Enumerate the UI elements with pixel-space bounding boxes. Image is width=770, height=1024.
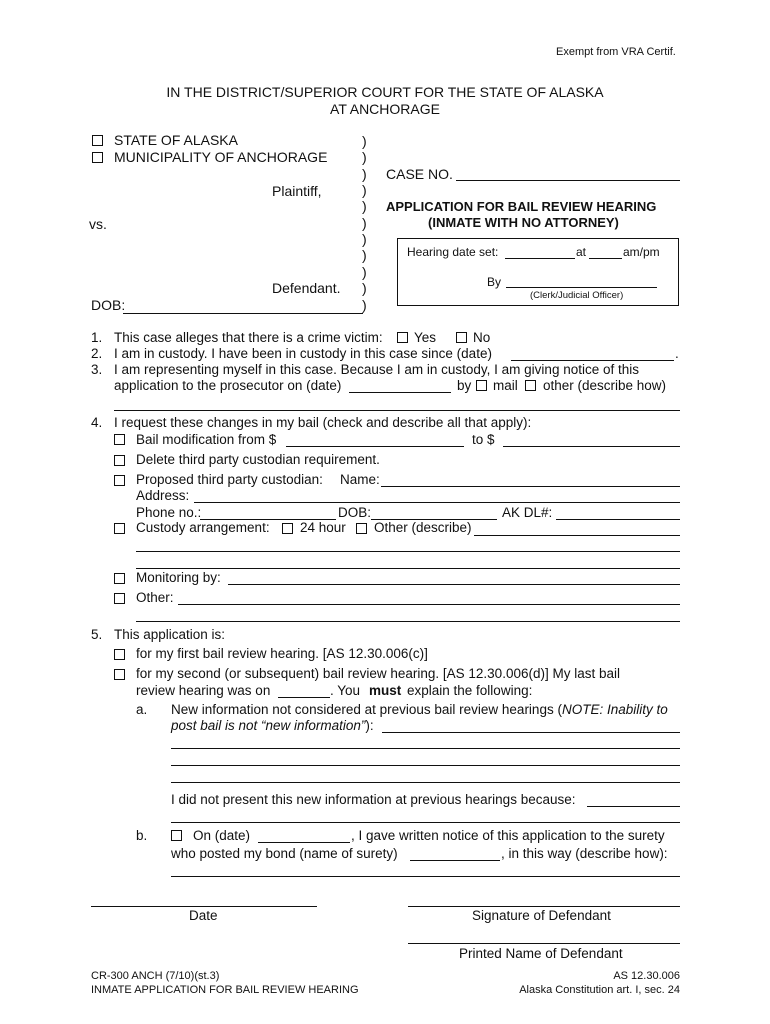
victim-yes-checkbox[interactable] bbox=[397, 332, 408, 343]
other-change-line-2[interactable] bbox=[136, 621, 680, 622]
surety-date-field[interactable] bbox=[258, 842, 350, 843]
paren: ) bbox=[362, 280, 367, 296]
hearing-time-field[interactable] bbox=[589, 258, 622, 259]
state-label: STATE OF ALASKA bbox=[114, 132, 238, 148]
dob-label: DOB: bbox=[91, 297, 126, 313]
new-info-field[interactable] bbox=[382, 732, 680, 733]
item-3-number: 3. bbox=[91, 362, 103, 377]
surety-how-field[interactable] bbox=[171, 876, 680, 877]
other-how-checkbox[interactable] bbox=[525, 380, 536, 391]
second-hearing-checkbox[interactable] bbox=[114, 669, 125, 680]
form-title: APPLICATION FOR BAIL REVIEW HEARING bbox=[386, 199, 657, 214]
custodian-phone-label: Phone no.: bbox=[136, 505, 202, 520]
item-a-text-main: New information not considered at previous bail review hearings ( bbox=[171, 702, 562, 717]
hearing-date-field[interactable] bbox=[505, 258, 575, 259]
exempt-note: Exempt from VRA Certif. bbox=[556, 46, 676, 58]
bail-mod-label: Bail modification from $ bbox=[136, 432, 277, 447]
notice-describe-field[interactable] bbox=[114, 410, 680, 411]
vs-label: vs. bbox=[89, 216, 107, 232]
item-b-letter: b. bbox=[136, 828, 148, 843]
custody-date-field[interactable] bbox=[511, 360, 674, 361]
clerk-signature-field[interactable] bbox=[506, 287, 657, 288]
hearing-ampm-label: am/pm bbox=[623, 245, 660, 259]
custodian-akdl-field[interactable] bbox=[556, 519, 680, 520]
hour24-checkbox[interactable] bbox=[282, 523, 293, 534]
item-5-text: This application is: bbox=[114, 627, 226, 642]
court-line-2: AT ANCHORAGE bbox=[330, 101, 440, 117]
item-1-number: 1. bbox=[91, 330, 103, 345]
item-a-close: ): bbox=[365, 718, 374, 733]
surety-on-label: On (date) bbox=[193, 828, 251, 843]
paren: ) bbox=[362, 166, 367, 182]
form-subtitle: (INMATE WITH NO ATTORNEY) bbox=[428, 215, 619, 230]
surety-notice-checkbox[interactable] bbox=[171, 830, 182, 841]
item-5-number: 5. bbox=[91, 627, 103, 642]
item-a-letter: a. bbox=[136, 702, 148, 717]
paren: ) bbox=[362, 231, 367, 247]
printed-name-label: Printed Name of Defendant bbox=[459, 946, 623, 961]
item-1-text: This case alleges that there is a crime victim: bbox=[114, 330, 383, 345]
custody-other-field[interactable] bbox=[474, 535, 680, 536]
bail-mod-checkbox[interactable] bbox=[114, 434, 125, 445]
state-checkbox[interactable] bbox=[92, 135, 103, 146]
court-line-1: IN THE DISTRICT/SUPERIOR COURT FOR THE STATE OF ALASKA bbox=[166, 84, 604, 100]
other-change-label: Other: bbox=[136, 590, 174, 605]
monitoring-field[interactable] bbox=[228, 584, 680, 585]
must-label: must bbox=[369, 683, 402, 698]
item-2-number: 2. bbox=[91, 346, 103, 361]
bail-from-field[interactable] bbox=[286, 446, 464, 447]
other-how-label: other (describe how) bbox=[543, 378, 667, 393]
form-footer-title: INMATE APPLICATION FOR BAIL REVIEW HEARING bbox=[91, 984, 359, 996]
plaintiff-label: Plaintiff, bbox=[272, 183, 322, 199]
municipality-checkbox[interactable] bbox=[92, 152, 103, 163]
first-hearing-checkbox[interactable] bbox=[114, 649, 125, 660]
mail-checkbox[interactable] bbox=[476, 380, 487, 391]
paren: ) bbox=[362, 264, 367, 280]
item-3-text-2: application to the prosecutor on (date) bbox=[114, 378, 342, 393]
paren: ) bbox=[362, 215, 367, 231]
paren: ) bbox=[362, 297, 367, 313]
victim-yes-label: Yes bbox=[414, 330, 437, 345]
notice-date-field[interactable] bbox=[349, 392, 451, 393]
signature-line[interactable] bbox=[408, 906, 680, 907]
paren: ) bbox=[362, 149, 367, 165]
custodian-address-label: Address: bbox=[136, 488, 190, 503]
paren: ) bbox=[362, 182, 367, 198]
custody-describe-line-3[interactable] bbox=[136, 568, 680, 569]
monitoring-checkbox[interactable] bbox=[114, 573, 125, 584]
hour24-label: 24 hour bbox=[300, 520, 346, 535]
item-a-note-1: NOTE: Inability to bbox=[561, 702, 668, 717]
new-info-line-3[interactable] bbox=[171, 765, 680, 766]
paren: ) bbox=[362, 198, 367, 214]
custodian-akdl-label: AK DL#: bbox=[502, 505, 553, 520]
by-label: by bbox=[457, 378, 472, 393]
custody-describe-line-2[interactable] bbox=[136, 551, 680, 552]
new-info-line-4[interactable] bbox=[171, 782, 680, 783]
item-3-text: I am representing myself in this case. Because I am in custody, I am giving notice of this bbox=[114, 362, 639, 377]
clerk-label: (Clerk/Judicial Officer) bbox=[530, 290, 624, 301]
surety-text-2: who posted my bond (name of surety) bbox=[171, 846, 398, 861]
surety-text-1: , I gave written notice of this application to the surety bbox=[351, 828, 665, 843]
form-number: CR-300 ANCH (7/10)(st.3) bbox=[91, 970, 220, 982]
defendant-label: Defendant. bbox=[272, 280, 341, 296]
proposed-custodian-label: Proposed third party custodian: bbox=[136, 472, 323, 487]
victim-no-label: No bbox=[473, 330, 491, 345]
other-change-checkbox[interactable] bbox=[114, 593, 125, 604]
delete-custodian-label: Delete third party custodian requirement. bbox=[136, 452, 380, 467]
delete-custodian-checkbox[interactable] bbox=[114, 455, 125, 466]
signature-label: Signature of Defendant bbox=[472, 908, 611, 923]
custodian-dob-label: DOB: bbox=[338, 505, 372, 520]
did-not-present-label: I did not present this new information at previous hearings because: bbox=[171, 792, 576, 807]
municipality-label: MUNICIPALITY OF ANCHORAGE bbox=[114, 149, 328, 165]
statute-ref: AS 12.30.006 bbox=[613, 970, 680, 982]
mail-label: mail bbox=[493, 378, 518, 393]
bail-to-field[interactable] bbox=[503, 446, 680, 447]
custody-other-checkbox[interactable] bbox=[356, 523, 367, 534]
last-hearing-label: review hearing was on bbox=[136, 683, 271, 698]
hearing-at-label: at bbox=[576, 245, 587, 259]
last-hearing-date-field[interactable] bbox=[278, 697, 330, 698]
second-hearing-label: for my second (or subsequent) bail review hearing. [AS 12.30.006(d)] My last bail bbox=[136, 666, 620, 681]
surety-text-3: , in this way (describe how): bbox=[501, 846, 668, 861]
printed-name-line[interactable] bbox=[408, 943, 680, 944]
paren: ) bbox=[362, 133, 367, 149]
item-4-number: 4. bbox=[91, 415, 103, 430]
item-4-text: I request these changes in my bail (check and describe all that apply): bbox=[114, 415, 532, 430]
date-line[interactable] bbox=[91, 906, 317, 907]
monitoring-label: Monitoring by: bbox=[136, 570, 221, 585]
custodian-name-label: Name: bbox=[340, 472, 380, 487]
hearing-date-label: Hearing date set: bbox=[407, 245, 499, 259]
item-a-text bbox=[171, 702, 668, 717]
item-a-note-2: post bail is not “new information” bbox=[171, 718, 366, 733]
date-label: Date bbox=[189, 908, 218, 923]
did-not-present-field[interactable] bbox=[587, 806, 680, 807]
did-not-present-line-2[interactable] bbox=[171, 822, 680, 823]
victim-no-checkbox[interactable] bbox=[456, 332, 467, 343]
custodian-address-field[interactable] bbox=[194, 502, 680, 503]
bail-to-label: to $ bbox=[472, 432, 495, 447]
item-2-period: . bbox=[675, 346, 679, 361]
item-2-text: I am in custody. I have been in custody in this case since (date) bbox=[114, 346, 492, 361]
paren: ) bbox=[362, 247, 367, 263]
custody-arr-checkbox[interactable] bbox=[114, 523, 125, 534]
hearing-by-label: By bbox=[487, 275, 502, 289]
custodian-name-field[interactable] bbox=[381, 486, 680, 487]
case-no-label: CASE NO. bbox=[386, 166, 453, 182]
proposed-custodian-checkbox[interactable] bbox=[114, 475, 125, 486]
custody-other-label: Other (describe) bbox=[374, 520, 472, 535]
constitution-ref: Alaska Constitution art. I, sec. 24 bbox=[519, 984, 680, 996]
explain-label: explain the following: bbox=[407, 683, 533, 698]
new-info-line-2[interactable] bbox=[171, 748, 680, 749]
surety-name-field[interactable] bbox=[410, 860, 500, 861]
item-a-text-2 bbox=[171, 718, 374, 733]
first-hearing-label: for my first bail review hearing. [AS 12.30.006(c)] bbox=[136, 646, 428, 661]
custody-arr-label: Custody arrangement: bbox=[136, 520, 270, 535]
case-no-field[interactable] bbox=[456, 180, 680, 181]
you-label: . You bbox=[330, 683, 361, 698]
dob-field[interactable] bbox=[123, 313, 363, 314]
other-change-field[interactable] bbox=[178, 604, 680, 605]
